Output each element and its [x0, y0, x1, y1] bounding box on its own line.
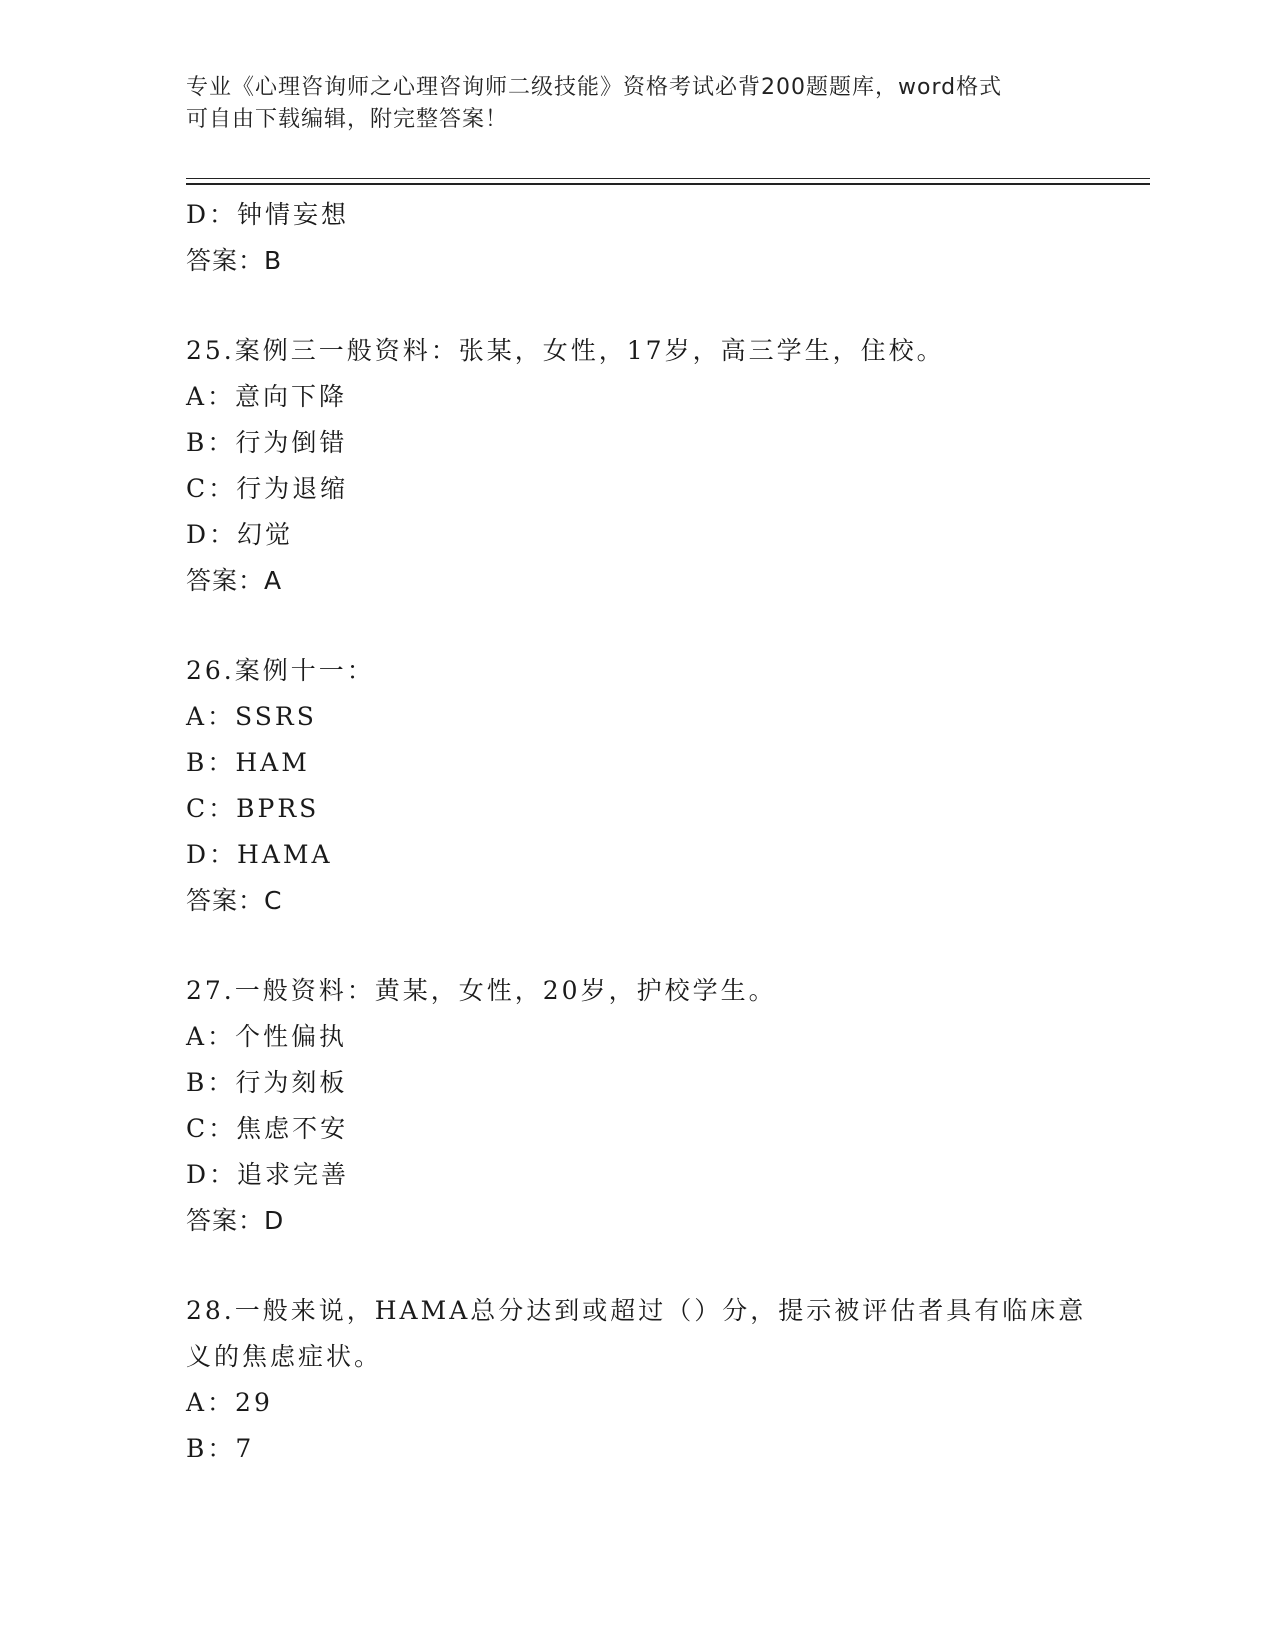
- option-a: A：29: [186, 1388, 273, 1417]
- option-a: A：意向下降: [186, 382, 348, 411]
- question-stem: 26.案例十一：: [186, 656, 375, 685]
- question-stem: 25.案例三一般资料：张某，女性，17岁，高三学生，住校。: [186, 336, 945, 365]
- option-d: D：HAMA: [186, 840, 333, 869]
- header-rule-thick: [186, 183, 1150, 185]
- answer-line: 答案：D: [186, 1206, 285, 1235]
- question-26: [186, 648, 1086, 924]
- option-d: D：追求完善: [186, 1160, 350, 1189]
- option-c: C：行为退缩: [186, 474, 349, 503]
- previous-question-tail: [186, 192, 1086, 284]
- option-b: B：HAM: [186, 748, 310, 777]
- answer-line: 答案：B: [186, 246, 283, 275]
- option-c: C：BPRS: [186, 794, 320, 823]
- document-header: [186, 72, 1086, 136]
- answer-line: 答案：C: [186, 886, 283, 915]
- option-a: A：SSRS: [186, 702, 317, 731]
- option-b: B：行为刻板: [186, 1068, 348, 1097]
- option-d: D：幻觉: [186, 520, 294, 549]
- header-rule-thin: [186, 178, 1150, 179]
- question-list: [186, 192, 1086, 1472]
- question-28: [186, 1288, 1086, 1472]
- question-stem-line-2: 义的焦虑症状。: [186, 1342, 383, 1371]
- option-d: D：钟情妄想: [186, 200, 350, 229]
- question-25: [186, 328, 1086, 604]
- option-b: B：行为倒错: [186, 428, 348, 457]
- option-c: C：焦虑不安: [186, 1114, 349, 1143]
- question-27: [186, 968, 1086, 1244]
- option-a: A：个性偏执: [186, 1022, 348, 1051]
- question-stem: 27.一般资料：黄某，女性，20岁，护校学生。: [186, 976, 777, 1005]
- header-line-2: 可自由下载编辑，附完整答案！: [186, 107, 509, 132]
- question-stem-line-1: 28.一般来说，HAMA总分达到或超过（）分，提示被评估者具有临床意: [186, 1296, 1087, 1325]
- answer-line: 答案：A: [186, 566, 283, 595]
- header-line-1: 专业《心理咨询师之心理咨询师二级技能》资格考试必背200题题库，word格式: [186, 75, 1003, 100]
- option-b: B：7: [186, 1434, 255, 1463]
